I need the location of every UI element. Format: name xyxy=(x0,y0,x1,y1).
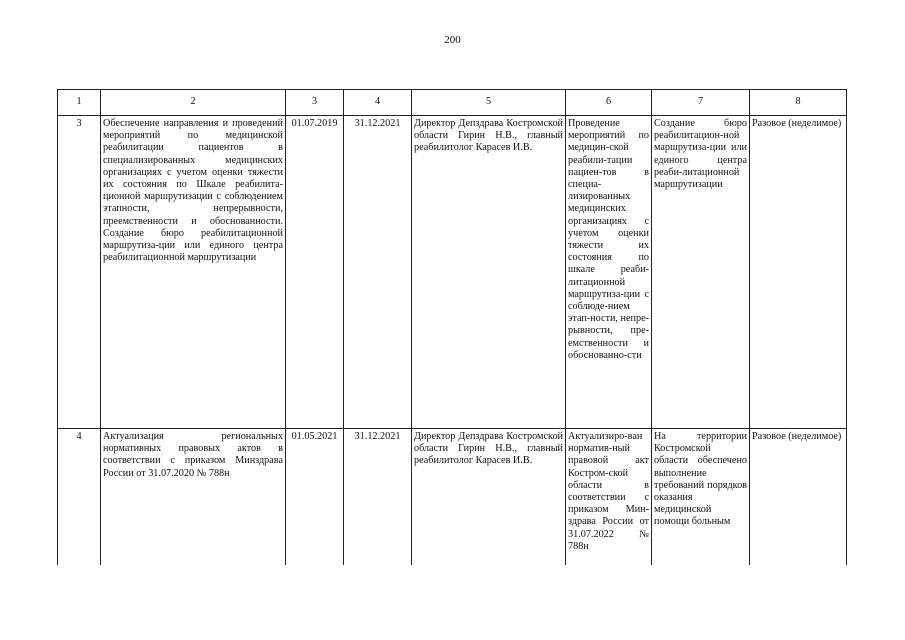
activity-cell: Актуализация региональных нормативных правовых актов в соответствии с приказом Минздрава России от 31.07.2020 № 788н xyxy=(101,429,286,566)
start-date-cell: 01.05.2021 xyxy=(286,429,344,566)
end-date-cell: 31.12.2021 xyxy=(344,116,412,429)
plan-table xyxy=(57,89,847,565)
table-row xyxy=(58,429,847,566)
type-cell: Разовое (неделимое) xyxy=(750,116,847,429)
indicator-cell: Создание бюро реабилитацион-ной маршрутиза-ции или единого центра реаби-литационной маршрутизации xyxy=(652,116,750,429)
column-header: 1 xyxy=(58,90,101,116)
column-header: 5 xyxy=(412,90,566,116)
row-number: 4 xyxy=(58,429,101,566)
end-date-cell: 31.12.2021 xyxy=(344,429,412,566)
result-cell: Проведение мероприятий по медицин-ской реабили-тации пациен-тов в специа-лизированных медицинских организациях с учетом оценки тяжести их состояния по шкале реаби-литационной маршрутиза-ции с соблюде-нием этап-ности, непре-рывности, пре-емственности и обоснованно-сти xyxy=(566,116,652,429)
start-date-cell: 01.07.2019 xyxy=(286,116,344,429)
indicator-cell: На территории Костромской области обеспечено выполнение требований порядков оказания медицинской помощи больным xyxy=(652,429,750,566)
column-header: 2 xyxy=(101,90,286,116)
row-number: 3 xyxy=(58,116,101,429)
column-header: 4 xyxy=(344,90,412,116)
column-header: 7 xyxy=(652,90,750,116)
responsible-cell: Директор Депздрава Костромской области Гирин Н.В., главный реабилитолог Карасев И.В. xyxy=(412,116,566,429)
page-number: 200 xyxy=(444,34,461,46)
column-header: 8 xyxy=(750,90,847,116)
activity-cell: Обеспечение направления и проведений мероприятий по медицинской реабилитации пациентов в специализированных медицинских организациях с учетом оценки тяжести их состояния по Шкале реабилита-ционной маршрутизации с соблюдением этапности, непрерывности, преемственности и обоснованности. Создание бюро реабилитационной маршрутиза-ции или единого центра реабилитационной маршрутизации xyxy=(101,116,286,429)
table-header-row xyxy=(58,90,847,116)
type-cell: Разовое (неделимое) xyxy=(750,429,847,566)
column-header: 3 xyxy=(286,90,344,116)
result-cell: Актуализиро-ван норматив-ный правовой акт Костром-ской области в соответствии с приказом Мин-здрава России от 31.07.2022 № 788н xyxy=(566,429,652,566)
column-header: 6 xyxy=(566,90,652,116)
responsible-cell: Директор Депздрава Костромской области Гирин Н.В., главный реабилитолог Карасев И.В. xyxy=(412,429,566,566)
table-row xyxy=(58,116,847,429)
